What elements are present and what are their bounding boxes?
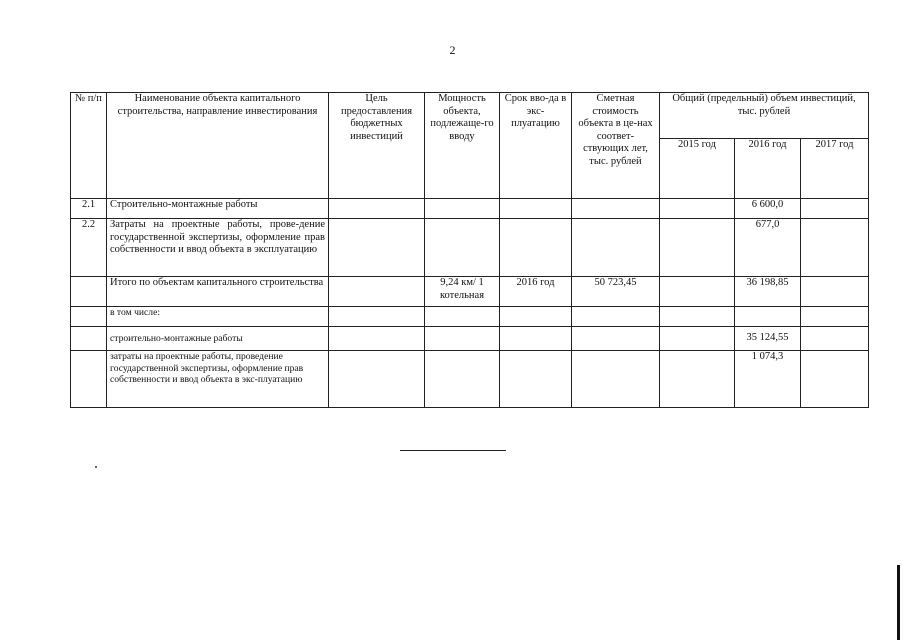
scan-edge-bar (897, 565, 900, 640)
row-cost (572, 351, 660, 408)
table-row (71, 351, 869, 408)
row-name: Строительно-монтажные работы (107, 199, 329, 219)
row-goal (329, 351, 425, 408)
row-y2016: 35 124,55 (735, 327, 801, 351)
page-number: 2 (449, 43, 456, 57)
separator-line (400, 450, 506, 451)
row-y2017 (801, 219, 869, 277)
row-y2015 (660, 219, 735, 277)
row-y2016: 36 198,85 (735, 277, 801, 307)
row-name: Итого по объектам капитального строительства (107, 277, 329, 307)
scan-speck (95, 466, 97, 468)
row-y2015 (660, 277, 735, 307)
row-y2015 (660, 307, 735, 327)
row-term: 2016 год (500, 277, 572, 307)
row-num (71, 307, 107, 327)
row-y2015 (660, 351, 735, 408)
header-year-2015: 2015 год (660, 139, 735, 199)
header-term: Срок вво-да в экс-плуатацию (500, 93, 572, 199)
row-name: строительно-монтажные работы (107, 327, 329, 351)
row-num: 2.1 (71, 199, 107, 219)
row-capacity (425, 219, 500, 277)
row-capacity (425, 307, 500, 327)
header-capacity: Мощность объекта, подлежаще-го вводу (425, 93, 500, 199)
row-cost: 50 723,45 (572, 277, 660, 307)
header-year-2016: 2016 год (735, 139, 801, 199)
row-y2017 (801, 327, 869, 351)
row-capacity: 9,24 км/ 1 котельная (425, 277, 500, 307)
row-capacity (425, 199, 500, 219)
row-y2017 (801, 277, 869, 307)
row-y2016 (735, 307, 801, 327)
row-num (71, 351, 107, 408)
header-row (71, 93, 869, 139)
row-term (500, 327, 572, 351)
row-capacity (425, 351, 500, 408)
row-goal (329, 327, 425, 351)
row-cost (572, 199, 660, 219)
row-name: Затраты на проектные работы, прове-дение государственной экспертизы, оформление прав собственности и ввод объекта в эксплуатацию (107, 219, 329, 277)
row-term (500, 307, 572, 327)
table-row-total (71, 277, 869, 307)
row-y2017 (801, 307, 869, 327)
row-goal (329, 199, 425, 219)
table-row (71, 307, 869, 327)
table-row (71, 327, 869, 351)
row-goal (329, 219, 425, 277)
row-num: 2.2 (71, 219, 107, 277)
row-goal (329, 277, 425, 307)
row-term (500, 199, 572, 219)
row-num (71, 327, 107, 351)
header-num: № п/п (71, 93, 107, 199)
row-y2016: 677,0 (735, 219, 801, 277)
row-y2016: 6 600,0 (735, 199, 801, 219)
row-name: затраты на проектные работы, проведение государственной экспертизы, оформление прав собственности и ввод объекта в экс-плуатацию (107, 351, 329, 408)
row-y2017 (801, 199, 869, 219)
row-term (500, 219, 572, 277)
header-cost: Сметная стоимость объекта в це-нах соответ-ствующих лет, тыс. рублей (572, 93, 660, 199)
header-name: Наименование объекта капитального строительства, направление инвестирования (107, 93, 329, 199)
table-row (71, 219, 869, 277)
row-y2016: 1 074,3 (735, 351, 801, 408)
row-cost (572, 327, 660, 351)
row-cost (572, 307, 660, 327)
table-row (71, 199, 869, 219)
row-capacity (425, 327, 500, 351)
header-year-2017: 2017 год (801, 139, 869, 199)
row-num (71, 277, 107, 307)
row-cost (572, 219, 660, 277)
header-total: Общий (предельный) объем инвестиций, тыс. рублей (660, 93, 869, 139)
row-name: в том числе: (107, 307, 329, 327)
row-y2015 (660, 199, 735, 219)
row-y2017 (801, 351, 869, 408)
row-term (500, 351, 572, 408)
row-y2015 (660, 327, 735, 351)
row-goal (329, 307, 425, 327)
investment-table (70, 92, 869, 408)
header-goal: Цель предоставления бюджетных инвестиций (329, 93, 425, 199)
